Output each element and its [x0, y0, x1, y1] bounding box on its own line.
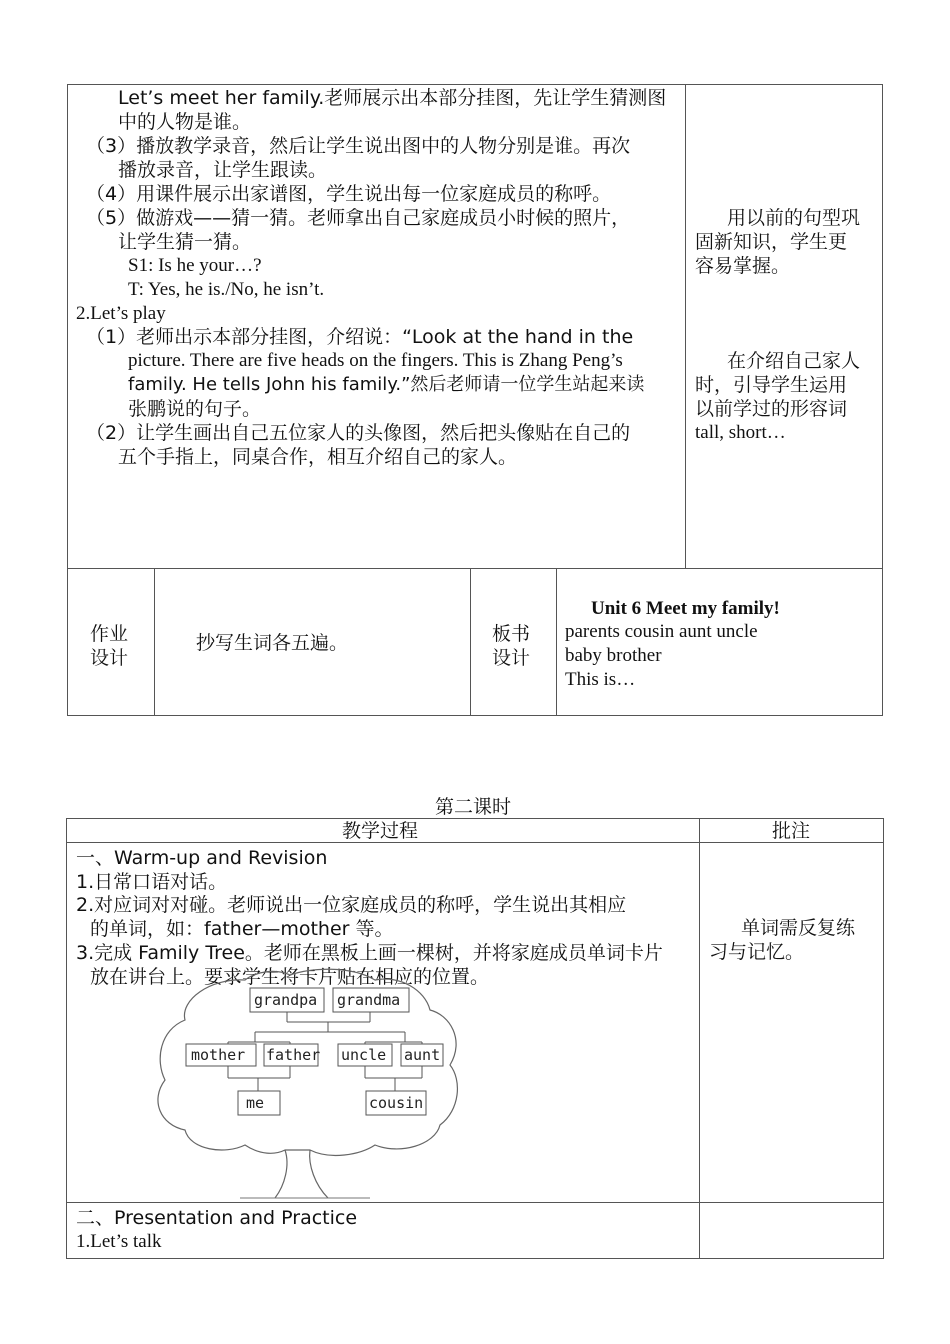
note-line: 用以前的句型巩 [727, 207, 861, 229]
process-line: （3）播放教学录音，然后让学生说出图中的人物分别是谁。再次 [86, 135, 631, 157]
homework-label: 设计 [90, 647, 129, 669]
tree-word: me [246, 1094, 265, 1112]
tree-word: mother [191, 1046, 246, 1064]
warmup-note: 习与记忆。 [709, 941, 805, 963]
process-line: 五个手指上，同桌合作，相互介绍自己的家人。 [118, 446, 518, 468]
process-line: 中的人物是谁。 [118, 111, 252, 133]
board-label: 板书 [492, 623, 531, 645]
tree-word: uncle [341, 1046, 387, 1064]
header-notes: 批注 [772, 820, 811, 842]
warmup-line: 3.完成 Family Tree。老师在黑板上画一棵树，并将家庭成员单词卡片 [76, 942, 663, 964]
process-line: （5）做游戏——猜一猜。老师拿出自己家庭成员小时候的照片， [86, 207, 631, 229]
process-line: 让学生猜一猜。 [118, 231, 252, 253]
note-line: 在介绍自己家人 [727, 350, 861, 372]
note-line: 时，引导学生运用 [695, 374, 848, 396]
board-line: baby brother [565, 645, 662, 666]
process-line: （4）用课件展示出家谱图，学生说出每一位家庭成员的称呼。 [86, 183, 612, 205]
process-line: （1）老师出示本部分挂图，介绍说：“Look at the hand in the [86, 326, 634, 348]
tree-connectors [228, 1012, 422, 1091]
process-line: T: Yes, he is./No, he isn’t. [128, 279, 325, 300]
board-line: This is… [565, 669, 636, 690]
process-line: family. He tells John his family.”然后老师请一位学生站起来读 [128, 374, 645, 395]
homework-label: 作业 [90, 623, 129, 645]
process-line: 2.Let’s play [76, 303, 166, 324]
warmup-line: 放在讲台上。要求学生将卡片贴在相应的位置。 [90, 966, 490, 988]
tree-word: aunt [404, 1046, 441, 1064]
warmup-line: 1.日常口语对话。 [76, 871, 228, 893]
process-line: 播放录音，让学生跟读。 [118, 159, 328, 181]
process-line: Let’s meet her family.老师展示出本部分挂图，先让学生猜测图 [118, 87, 667, 109]
tree-word: father [266, 1046, 321, 1064]
warmup-note: 单词需反复练 [741, 917, 856, 939]
note-line: tall, short… [695, 422, 786, 443]
board-line: parents cousin aunt uncle [565, 621, 758, 642]
process-line: （2）让学生画出自己五位家人的头像图，然后把头像贴在自己的 [86, 422, 631, 444]
process-line: S1: Is he your…? [128, 255, 262, 276]
lesson2-title: 第二课时 [435, 796, 512, 818]
note-line: 容易掌握。 [695, 255, 791, 277]
tree-word: cousin [369, 1094, 424, 1112]
tree-trunk [275, 1150, 328, 1198]
process-line: 张鹏说的句子。 [128, 398, 262, 420]
warmup-heading: 一、Warm-up and Revision [76, 847, 328, 869]
tree-word: grandma [337, 991, 401, 1009]
process-line: picture. There are five heads on the fingers. This is Zhang Peng’s [128, 350, 623, 371]
note-line: 固新知识，学生更 [695, 231, 848, 253]
note-line: 以前学过的形容词 [695, 398, 848, 420]
presentation-heading: 二、Presentation and Practice [76, 1207, 358, 1229]
board-title: Unit 6 Meet my family! [591, 598, 780, 619]
warmup-line: 2.对应词对对碰。老师说出一位家庭成员的称呼，学生说出其相应 [76, 894, 627, 916]
family-tree-illustration [150, 960, 470, 1202]
presentation-line: 1.Let’s talk [76, 1231, 162, 1252]
warmup-line: 的单词，如：father—mother 等。 [90, 918, 394, 940]
tree-word: grandpa [254, 991, 318, 1009]
header-process: 教学过程 [342, 820, 419, 842]
homework-text: 抄写生词各五遍。 [196, 632, 349, 654]
board-label: 设计 [492, 647, 531, 669]
